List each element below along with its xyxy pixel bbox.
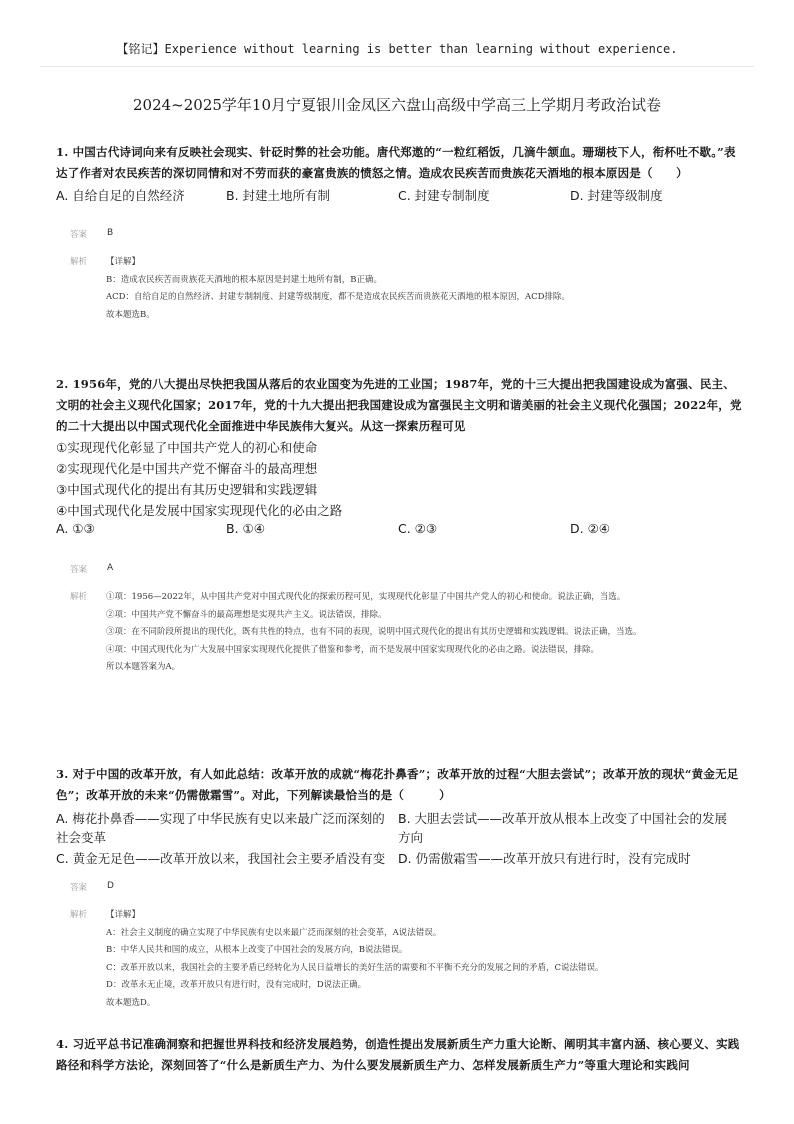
answer-value: A [107,563,114,573]
option-c[interactable]: C. ②③ [398,521,438,536]
analysis-line: B：造成农民疾苦而贵族花天酒地的根本原因是封建土地所有制，B正确。 [106,274,382,285]
analysis-block [56,254,746,324]
analysis-line: ④项：中国式现代化为广大发展中国家实现现代化提供了借鉴和参考，而不是发展中国家实现现代化的必由之路。说法错误，排除。 [106,644,600,655]
analysis-line: 所以本题答案为A。 [106,662,181,672]
question-stem: 1. 中国古代诗词向来有反映社会现实、针砭时弊的社会功能。唐代郑遨的“一粒红稻饭，几滴牛颔血。珊瑚枝下人，衔杯吐不歇。”表达了作者对农民疾苦的深切同情和对不劳而获的豪富贵族的愤怒之情。造成农民疾苦而贵族花天酒地的根本原因是（ ） [56,145,736,180]
options-row [56,521,746,543]
analysis-line: 【详解】 [106,910,141,920]
answer-row [56,563,746,583]
option-d[interactable]: D. ②④ [570,521,610,536]
statement-2: ②实现现代化是中国共产党不懈奋斗的最高理想 [56,461,318,476]
analysis-line: 故本题选B。 [106,309,155,320]
question-2 [56,374,746,677]
analysis-line: 故本题选D。 [106,997,156,1008]
option-a[interactable]: A. ①③ [56,521,95,536]
header-divider [40,66,754,67]
statement-4: ④中国式现代化是发展中国家实现现代化的必由之路 [56,503,343,518]
option-d[interactable]: D. 仍需傲霜雪——改革开放只有进行时，没有完成时 [398,851,691,866]
analysis-line: B：中华人民共和国的成立，从根本上改变了中国社会的发展方向，B说法错误。 [106,945,408,955]
analysis-label: 解析 [70,257,88,267]
question-stem: 4. 习近平总书记准确洞察和把握世界科技和经济发展趋势，创造性提出发展新质生产力重大论断、阐明其丰富内涵、核心要义、实践路径和科学方法论，深刻回答了“什么是新质生产力、为什么要发展新质生产力、怎样发展新质生产力”等重大理论和实践问 [56,1037,740,1072]
option-b[interactable]: B. 大胆去尝试——改革开放从根本上改变了中国社会的发展方向 [398,811,728,845]
answer-row [56,881,746,901]
option-c[interactable]: C. 封建专制制度 [398,188,490,203]
question-4 [56,1034,746,1118]
statement-1: ①实现现代化彰显了中国共产党人的初心和使命 [56,440,318,455]
option-d[interactable]: D. 封建等级制度 [570,188,663,203]
analysis-line: C：改革开放以来，我国社会的主要矛盾已经转化为人民日益增长的美好生活的需要和不平衡不充分的发展之间的矛盾，C说法错误。 [106,962,604,973]
answer-label: 答案 [70,565,88,575]
options-grid [56,809,746,867]
analysis-line: A：社会主义制度的确立实现了中华民族有史以来最广泛而深刻的社会变革，A说法错误。 [106,927,442,938]
page-motto: 【铭记】Experience without learning is better than learning without experience. [116,42,678,56]
answer-row [56,228,746,248]
answer-value: D [107,881,114,891]
question-stem: 2. 1956年，党的八大提出尽快把我国从落后的农业国变为先进的工业国；1987年，党的十三大提出把我国建设成为富强、民主、文明的社会主义现代化国家；2017年，党的十九大提出把我国建设成为富强民主文明和谐美丽的社会主义现代化强国；2022年，党的二十大提出以中国式现代化全面推进中华民族伟大复兴。从这一探索历程可见 [56,377,742,433]
analysis-block [56,589,746,677]
option-a[interactable]: A. 梅花扑鼻香——实现了中华民族有史以来最广泛而深刻的社会变革 [56,811,385,845]
question-1 [56,142,746,324]
analysis-block [56,907,746,1012]
analysis-label: 解析 [70,592,88,602]
exam-title: 2024~2025学年10月宁夏银川金凤区六盘山高级中学高三上学期月考政治试卷 [132,96,661,114]
analysis-line: ②项：中国共产党不懈奋斗的最高理想是实现共产主义。说法错误，排除。 [106,609,387,620]
analysis-line: ①项：1956—2022年，从中国共产党对中国式现代化的探索历程可见，实现现代化彰显了中国共产党人的初心和使命。说法正确，当选。 [106,592,626,602]
statement-3: ③中国式现代化的提出有其历史逻辑和实践逻辑 [56,482,318,497]
answer-label: 答案 [70,883,88,893]
analysis-line: ③项：在不同阶段所提出的现代化，既有共性的特点，也有不同的表现，说明中国式现代化的提出有其历史逻辑和实践逻辑。说法正确，当选。 [106,627,642,637]
answer-value: B [107,228,114,238]
answer-label: 答案 [70,230,88,240]
option-b[interactable]: B. 封建土地所有制 [226,188,331,203]
question-3 [56,764,746,1012]
analysis-label: 解析 [70,910,88,920]
analysis-line: D：改革永无止境，改革开放只有进行时，没有完成时，D说法正确。 [106,980,367,990]
option-b[interactable]: B. ①④ [226,521,265,536]
analysis-line: 【详解】 [106,257,141,267]
option-a[interactable]: A. 自给自足的自然经济 [56,188,185,203]
option-c[interactable]: C. 黄金无足色——改革开放以来，我国社会主要矛盾没有变 [56,851,386,866]
question-stem: 3. 对于中国的改革开放，有人如此总结：改革开放的成就“梅花扑鼻香”；改革开放的过程“大胆去尝试”；改革开放的现状“黄金无足色”；改革开放的未来“仍需傲霜雪”。对此，下列解读最恰当的是（ ） [56,767,739,802]
options-row [56,186,746,208]
analysis-line: ACD：自给自足的自然经济、封建专制制度、封建等级制度，都不是造成农民疾苦而贵族花天酒地的根本原因，ACD排除。 [106,292,570,302]
